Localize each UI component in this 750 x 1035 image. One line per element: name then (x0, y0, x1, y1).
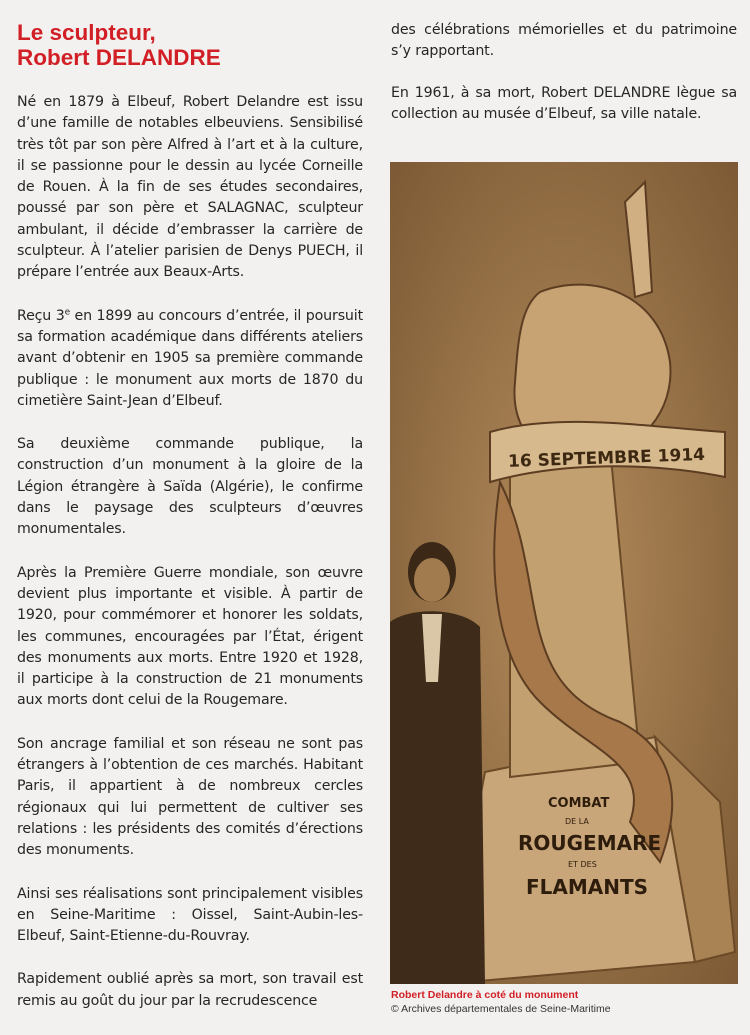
caption-credit: © Archives départementales de Seine-Maritime (391, 1003, 611, 1015)
title-line-2: Robert DELANDRE (17, 45, 221, 70)
paragraph-celebrations: des célébrations mémorielles et du patrimoine s’y rapportant. (391, 22, 737, 60)
paragraph-training (17, 306, 363, 412)
photo-caption (391, 988, 741, 1016)
title-line-1: Le sculpteur, (17, 20, 156, 45)
right-column (391, 20, 737, 145)
ordinal-suffix: e (64, 306, 70, 317)
pedestal-line-2: DE LA (565, 817, 589, 826)
pedestal-line-4: ET DES (568, 860, 597, 869)
paragraph-second-commission: Sa deuxième commande publique, la construction d’un monument à la gloire de la Légion étrangère à Saïda (Algérie), le confirme dans le paysage des sculpteurs d’œuvres monumentales. (17, 436, 363, 538)
paragraph-works: Ainsi ses réalisations sont principalement visibles en Seine-Maritime : Oissel, Saint-Aubin-les-Elbeuf, Saint-Etienne-du-Rouvray. (17, 885, 363, 945)
man-face (414, 558, 450, 602)
left-column (17, 20, 363, 1034)
caption-title: Robert Delandre à coté du monument (391, 989, 579, 1001)
monument-illustration (390, 162, 738, 984)
pedestal-line-1: COMBAT (548, 796, 610, 811)
pedestal-line-5: FLAMANTS (526, 875, 649, 899)
paragraph-bequest: En 1961, à sa mort, Robert DELANDRE lègue sa collection au musée d’Elbeuf, sa ville natale. (391, 84, 737, 122)
page-title (17, 20, 363, 70)
banner-text: 16 SEPTEMBRE 1914 (507, 444, 706, 472)
paragraph-network: Son ancrage familial et son réseau ne sont pas étrangers à l’obtention de ces marchés. Habitant Paris, il appartient à de nombreux cercles régionaux qui lui permettent de cultiver ses relations : les présidents des comités d’érections des monuments. (17, 735, 363, 859)
paragraph-forgotten: Rapidement oublié après sa mort, son travail est remis au goût du jour par la recrudescence (17, 971, 363, 1009)
paragraph-training-text: Reçu 3e en 1899 au concours d’entrée, il poursuit sa formation académique dans différents ateliers avant d’obtenir en 1905 sa première commande publique : le monument aux morts de 1870 du cimetière Saint-Jean d’Elbeuf. (17, 306, 363, 409)
pedestal-line-3: ROUGEMARE (518, 831, 662, 855)
paragraph-birth: Né en 1879 à Elbeuf, Robert Delandre est issu d’une famille de notables elbeuviens. Sensibilisé très tôt par son père Alfred à l’art et à la culture, il se passionne pour le dessin au lycée Corneille de Rouen. À la fin de ses études secondaires, poussé par son père et SALAGNAC, sculpteur ambulant, il décide d’embrasser la carrière de sculpteur. À l’atelier parisien de Denys PUECH, il prépare l’entrée aux Beaux-Arts. (17, 94, 363, 281)
monument-photo (390, 162, 738, 984)
paragraph-after-war: Après la Première Guerre mondiale, son œuvre devient plus importante et visible. À partir de 1920, pour commémorer et honorer les soldats, les communes, encouragées par l’État, érigent des monuments aux morts. Entre 1920 et 1928, il participe à la construction de 21 monuments aux morts dont celui de la Rougemare. (17, 564, 363, 709)
